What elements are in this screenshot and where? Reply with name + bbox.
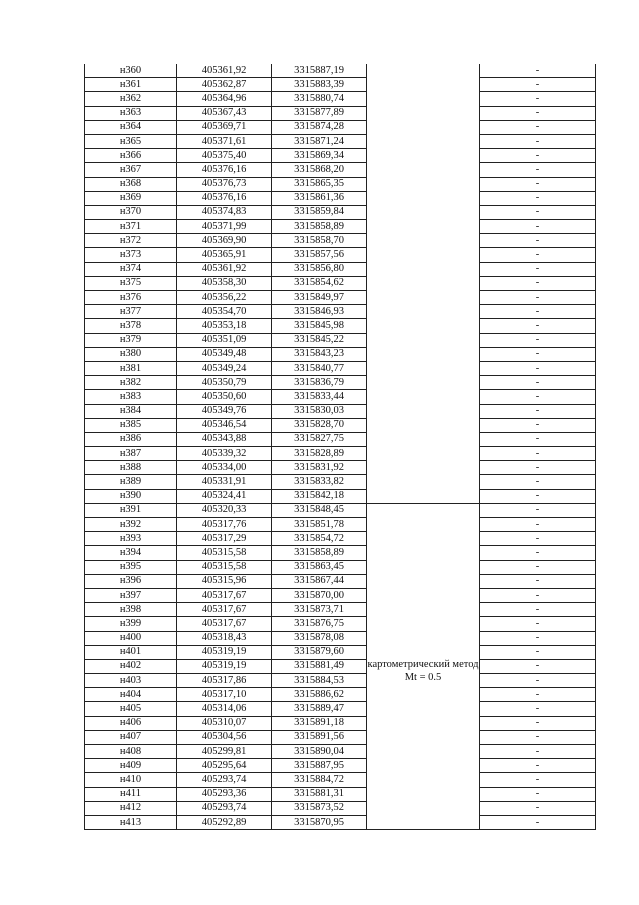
x-coordinate-cell: 405365,91 xyxy=(177,248,272,262)
x-coordinate-cell: 405293,36 xyxy=(177,787,272,801)
note-cell: - xyxy=(480,78,596,92)
y-coordinate-cell: 3315868,20 xyxy=(272,163,367,177)
y-coordinate-cell: 3315858,89 xyxy=(272,220,367,234)
y-coordinate-cell: 3315830,03 xyxy=(272,404,367,418)
y-coordinate-cell: 3315884,53 xyxy=(272,674,367,688)
y-coordinate-cell: 3315867,44 xyxy=(272,574,367,588)
point-cell: н408 xyxy=(85,745,177,759)
x-coordinate-cell: 405317,29 xyxy=(177,532,272,546)
x-coordinate-cell: 405304,56 xyxy=(177,730,272,744)
x-coordinate-cell: 405310,07 xyxy=(177,716,272,730)
table-row xyxy=(85,645,596,659)
x-coordinate-cell: 405293,74 xyxy=(177,801,272,815)
point-cell: н368 xyxy=(85,177,177,191)
point-cell: н378 xyxy=(85,319,177,333)
point-cell: н401 xyxy=(85,645,177,659)
note-cell: - xyxy=(480,574,596,588)
method-cell: картометрический метод Mt = 0.5 xyxy=(367,503,480,829)
y-coordinate-cell: 3315886,62 xyxy=(272,688,367,702)
y-coordinate-cell: 3315827,75 xyxy=(272,432,367,446)
y-coordinate-cell: 3315828,89 xyxy=(272,447,367,461)
table-row xyxy=(85,560,596,574)
point-cell: н374 xyxy=(85,262,177,276)
table-row xyxy=(85,120,596,134)
x-coordinate-cell: 405315,96 xyxy=(177,574,272,588)
y-coordinate-cell: 3315876,75 xyxy=(272,617,367,631)
y-coordinate-cell: 3315879,60 xyxy=(272,645,367,659)
y-coordinate-cell: 3315845,98 xyxy=(272,319,367,333)
table-row xyxy=(85,815,596,829)
table-row xyxy=(85,177,596,191)
table-row xyxy=(85,759,596,773)
x-coordinate-cell: 405324,41 xyxy=(177,489,272,503)
point-cell: н393 xyxy=(85,532,177,546)
table-row xyxy=(85,532,596,546)
table-row xyxy=(85,801,596,815)
point-cell: н399 xyxy=(85,617,177,631)
x-coordinate-cell: 405361,92 xyxy=(177,262,272,276)
table-row xyxy=(85,262,596,276)
table-row xyxy=(85,688,596,702)
x-coordinate-cell: 405350,79 xyxy=(177,376,272,390)
x-coordinate-cell: 405319,19 xyxy=(177,659,272,673)
point-cell: н402 xyxy=(85,659,177,673)
table-row xyxy=(85,574,596,588)
x-coordinate-cell: 405349,76 xyxy=(177,404,272,418)
table-row xyxy=(85,205,596,219)
point-cell: н400 xyxy=(85,631,177,645)
table-row xyxy=(85,773,596,787)
note-cell: - xyxy=(480,347,596,361)
note-cell: - xyxy=(480,447,596,461)
y-coordinate-cell: 3315859,84 xyxy=(272,205,367,219)
table-row xyxy=(85,745,596,759)
y-coordinate-cell: 3315854,62 xyxy=(272,276,367,290)
table-row xyxy=(85,291,596,305)
table-row xyxy=(85,149,596,163)
note-cell: - xyxy=(480,489,596,503)
y-coordinate-cell: 3315858,70 xyxy=(272,234,367,248)
point-cell: н361 xyxy=(85,78,177,92)
point-cell: н392 xyxy=(85,518,177,532)
x-coordinate-cell: 405371,61 xyxy=(177,134,272,148)
table-row xyxy=(85,163,596,177)
x-coordinate-cell: 405354,70 xyxy=(177,305,272,319)
note-cell: - xyxy=(480,276,596,290)
note-cell: - xyxy=(480,645,596,659)
y-coordinate-cell: 3315870,95 xyxy=(272,815,367,829)
x-coordinate-cell: 405331,91 xyxy=(177,475,272,489)
x-coordinate-cell: 405375,40 xyxy=(177,149,272,163)
note-cell: - xyxy=(480,773,596,787)
note-cell: - xyxy=(480,319,596,333)
table-row xyxy=(85,92,596,106)
x-coordinate-cell: 405292,89 xyxy=(177,815,272,829)
table-row xyxy=(85,461,596,475)
note-cell: - xyxy=(480,631,596,645)
point-cell: н369 xyxy=(85,191,177,205)
x-coordinate-cell: 405367,43 xyxy=(177,106,272,120)
point-cell: н387 xyxy=(85,447,177,461)
y-coordinate-cell: 3315877,89 xyxy=(272,106,367,120)
table-row xyxy=(85,390,596,404)
y-coordinate-cell: 3315889,47 xyxy=(272,702,367,716)
table-row xyxy=(85,702,596,716)
x-coordinate-cell: 405371,99 xyxy=(177,220,272,234)
table-row xyxy=(85,191,596,205)
point-cell: н375 xyxy=(85,276,177,290)
x-coordinate-cell: 405293,74 xyxy=(177,773,272,787)
point-cell: н390 xyxy=(85,489,177,503)
note-cell: - xyxy=(480,801,596,815)
x-coordinate-cell: 405349,48 xyxy=(177,347,272,361)
point-cell: н397 xyxy=(85,588,177,602)
note-cell: - xyxy=(480,149,596,163)
table-row xyxy=(85,546,596,560)
table-row xyxy=(85,376,596,390)
y-coordinate-cell: 3315863,45 xyxy=(272,560,367,574)
x-coordinate-cell: 405346,54 xyxy=(177,418,272,432)
x-coordinate-cell: 405369,71 xyxy=(177,120,272,134)
table-row xyxy=(85,447,596,461)
coordinates-table xyxy=(84,64,596,830)
y-coordinate-cell: 3315884,72 xyxy=(272,773,367,787)
y-coordinate-cell: 3315878,08 xyxy=(272,631,367,645)
x-coordinate-cell: 405343,88 xyxy=(177,432,272,446)
note-cell: - xyxy=(480,745,596,759)
table-row xyxy=(85,319,596,333)
note-cell: - xyxy=(480,106,596,120)
note-cell: - xyxy=(480,546,596,560)
x-coordinate-cell: 405317,67 xyxy=(177,603,272,617)
table-row xyxy=(85,220,596,234)
x-coordinate-cell: 405349,24 xyxy=(177,361,272,375)
table-row xyxy=(85,347,596,361)
y-coordinate-cell: 3315873,52 xyxy=(272,801,367,815)
note-cell: - xyxy=(480,787,596,801)
note-cell: - xyxy=(480,418,596,432)
note-cell: - xyxy=(480,475,596,489)
point-cell: н398 xyxy=(85,603,177,617)
x-coordinate-cell: 405351,09 xyxy=(177,333,272,347)
note-cell: - xyxy=(480,702,596,716)
point-cell: н385 xyxy=(85,418,177,432)
point-cell: н383 xyxy=(85,390,177,404)
point-cell: н391 xyxy=(85,503,177,517)
point-cell: н379 xyxy=(85,333,177,347)
point-cell: н372 xyxy=(85,234,177,248)
x-coordinate-cell: 405353,18 xyxy=(177,319,272,333)
y-coordinate-cell: 3315881,49 xyxy=(272,659,367,673)
point-cell: н380 xyxy=(85,347,177,361)
point-cell: н404 xyxy=(85,688,177,702)
y-coordinate-cell: 3315865,35 xyxy=(272,177,367,191)
y-coordinate-cell: 3315846,93 xyxy=(272,305,367,319)
x-coordinate-cell: 405315,58 xyxy=(177,560,272,574)
x-coordinate-cell: 405319,19 xyxy=(177,645,272,659)
point-cell: н382 xyxy=(85,376,177,390)
y-coordinate-cell: 3315881,31 xyxy=(272,787,367,801)
point-cell: н394 xyxy=(85,546,177,560)
note-cell: - xyxy=(480,177,596,191)
note-cell: - xyxy=(480,361,596,375)
note-cell: - xyxy=(480,688,596,702)
x-coordinate-cell: 405334,00 xyxy=(177,461,272,475)
table-row xyxy=(85,276,596,290)
x-coordinate-cell: 405318,43 xyxy=(177,631,272,645)
point-cell: н384 xyxy=(85,404,177,418)
note-cell: - xyxy=(480,503,596,517)
table-row xyxy=(85,588,596,602)
point-cell: н362 xyxy=(85,92,177,106)
table-row xyxy=(85,361,596,375)
y-coordinate-cell: 3315873,71 xyxy=(272,603,367,617)
note-cell: - xyxy=(480,815,596,829)
table-row xyxy=(85,617,596,631)
point-cell: н396 xyxy=(85,574,177,588)
x-coordinate-cell: 405376,16 xyxy=(177,191,272,205)
x-coordinate-cell: 405339,32 xyxy=(177,447,272,461)
x-coordinate-cell: 405364,96 xyxy=(177,92,272,106)
note-cell: - xyxy=(480,220,596,234)
point-cell: н363 xyxy=(85,106,177,120)
x-coordinate-cell: 405317,67 xyxy=(177,588,272,602)
point-cell: н407 xyxy=(85,730,177,744)
note-cell: - xyxy=(480,305,596,319)
y-coordinate-cell: 3315861,36 xyxy=(272,191,367,205)
point-cell: н366 xyxy=(85,149,177,163)
y-coordinate-cell: 3315883,39 xyxy=(272,78,367,92)
table-row xyxy=(85,78,596,92)
table-row xyxy=(85,134,596,148)
point-cell: н377 xyxy=(85,305,177,319)
note-cell: - xyxy=(480,262,596,276)
y-coordinate-cell: 3315843,23 xyxy=(272,347,367,361)
y-coordinate-cell: 3315842,18 xyxy=(272,489,367,503)
point-cell: н403 xyxy=(85,674,177,688)
x-coordinate-cell: 405376,73 xyxy=(177,177,272,191)
point-cell: н370 xyxy=(85,205,177,219)
note-cell: - xyxy=(480,617,596,631)
y-coordinate-cell: 3315858,89 xyxy=(272,546,367,560)
note-cell: - xyxy=(480,234,596,248)
y-coordinate-cell: 3315831,92 xyxy=(272,461,367,475)
y-coordinate-cell: 3315856,80 xyxy=(272,262,367,276)
point-cell: н365 xyxy=(85,134,177,148)
note-cell: - xyxy=(480,532,596,546)
x-coordinate-cell: 405295,64 xyxy=(177,759,272,773)
note-cell: - xyxy=(480,191,596,205)
y-coordinate-cell: 3315840,77 xyxy=(272,361,367,375)
note-cell: - xyxy=(480,674,596,688)
note-cell: - xyxy=(480,603,596,617)
note-cell: - xyxy=(480,518,596,532)
y-coordinate-cell: 3315869,34 xyxy=(272,149,367,163)
point-cell: н406 xyxy=(85,716,177,730)
note-cell: - xyxy=(480,759,596,773)
y-coordinate-cell: 3315891,18 xyxy=(272,716,367,730)
table-row xyxy=(85,503,596,517)
point-cell: н412 xyxy=(85,801,177,815)
table-row xyxy=(85,787,596,801)
coordinates-table-body xyxy=(85,64,596,830)
point-cell: н405 xyxy=(85,702,177,716)
note-cell: - xyxy=(480,163,596,177)
y-coordinate-cell: 3315874,28 xyxy=(272,120,367,134)
method-cell-empty xyxy=(367,64,480,503)
y-coordinate-cell: 3315851,78 xyxy=(272,518,367,532)
x-coordinate-cell: 405314,06 xyxy=(177,702,272,716)
y-coordinate-cell: 3315891,56 xyxy=(272,730,367,744)
x-coordinate-cell: 405374,83 xyxy=(177,205,272,219)
note-cell: - xyxy=(480,390,596,404)
x-coordinate-cell: 405361,92 xyxy=(177,64,272,78)
y-coordinate-cell: 3315890,04 xyxy=(272,745,367,759)
y-coordinate-cell: 3315833,82 xyxy=(272,475,367,489)
y-coordinate-cell: 3315828,70 xyxy=(272,418,367,432)
y-coordinate-cell: 3315854,72 xyxy=(272,532,367,546)
note-cell: - xyxy=(480,716,596,730)
point-cell: н376 xyxy=(85,291,177,305)
y-coordinate-cell: 3315870,00 xyxy=(272,588,367,602)
table-row xyxy=(85,432,596,446)
table-row xyxy=(85,248,596,262)
x-coordinate-cell: 405356,22 xyxy=(177,291,272,305)
x-coordinate-cell: 405362,87 xyxy=(177,78,272,92)
point-cell: н395 xyxy=(85,560,177,574)
note-cell: - xyxy=(480,120,596,134)
table-row xyxy=(85,305,596,319)
table-row xyxy=(85,631,596,645)
table-row xyxy=(85,106,596,120)
point-cell: н410 xyxy=(85,773,177,787)
point-cell: н360 xyxy=(85,64,177,78)
note-cell: - xyxy=(480,432,596,446)
table-row xyxy=(85,234,596,248)
x-coordinate-cell: 405369,90 xyxy=(177,234,272,248)
table-row xyxy=(85,659,596,673)
table-row xyxy=(85,404,596,418)
y-coordinate-cell: 3315845,22 xyxy=(272,333,367,347)
point-cell: н381 xyxy=(85,361,177,375)
note-cell: - xyxy=(480,291,596,305)
table-row xyxy=(85,730,596,744)
y-coordinate-cell: 3315880,74 xyxy=(272,92,367,106)
x-coordinate-cell: 405317,76 xyxy=(177,518,272,532)
note-cell: - xyxy=(480,659,596,673)
note-cell: - xyxy=(480,404,596,418)
point-cell: н373 xyxy=(85,248,177,262)
point-cell: н388 xyxy=(85,461,177,475)
point-cell: н413 xyxy=(85,815,177,829)
note-cell: - xyxy=(480,376,596,390)
note-cell: - xyxy=(480,333,596,347)
table-row xyxy=(85,475,596,489)
x-coordinate-cell: 405320,33 xyxy=(177,503,272,517)
note-cell: - xyxy=(480,64,596,78)
table-row xyxy=(85,603,596,617)
table-row xyxy=(85,418,596,432)
point-cell: н367 xyxy=(85,163,177,177)
table-row xyxy=(85,64,596,78)
point-cell: н409 xyxy=(85,759,177,773)
table-row xyxy=(85,489,596,503)
x-coordinate-cell: 405376,16 xyxy=(177,163,272,177)
x-coordinate-cell: 405317,10 xyxy=(177,688,272,702)
table-row xyxy=(85,716,596,730)
y-coordinate-cell: 3315848,45 xyxy=(272,503,367,517)
table-row xyxy=(85,674,596,688)
y-coordinate-cell: 3315849,97 xyxy=(272,291,367,305)
y-coordinate-cell: 3315836,79 xyxy=(272,376,367,390)
note-cell: - xyxy=(480,134,596,148)
y-coordinate-cell: 3315857,56 xyxy=(272,248,367,262)
x-coordinate-cell: 405317,67 xyxy=(177,617,272,631)
y-coordinate-cell: 3315887,95 xyxy=(272,759,367,773)
x-coordinate-cell: 405317,86 xyxy=(177,674,272,688)
note-cell: - xyxy=(480,205,596,219)
y-coordinate-cell: 3315833,44 xyxy=(272,390,367,404)
point-cell: н371 xyxy=(85,220,177,234)
y-coordinate-cell: 3315871,24 xyxy=(272,134,367,148)
point-cell: н386 xyxy=(85,432,177,446)
point-cell: н411 xyxy=(85,787,177,801)
note-cell: - xyxy=(480,730,596,744)
x-coordinate-cell: 405315,58 xyxy=(177,546,272,560)
note-cell: - xyxy=(480,92,596,106)
note-cell: - xyxy=(480,248,596,262)
table-row xyxy=(85,518,596,532)
table-row xyxy=(85,333,596,347)
x-coordinate-cell: 405350,60 xyxy=(177,390,272,404)
x-coordinate-cell: 405299,81 xyxy=(177,745,272,759)
x-coordinate-cell: 405358,30 xyxy=(177,276,272,290)
point-cell: н364 xyxy=(85,120,177,134)
point-cell: н389 xyxy=(85,475,177,489)
note-cell: - xyxy=(480,461,596,475)
y-coordinate-cell: 3315887,19 xyxy=(272,64,367,78)
note-cell: - xyxy=(480,560,596,574)
note-cell: - xyxy=(480,588,596,602)
